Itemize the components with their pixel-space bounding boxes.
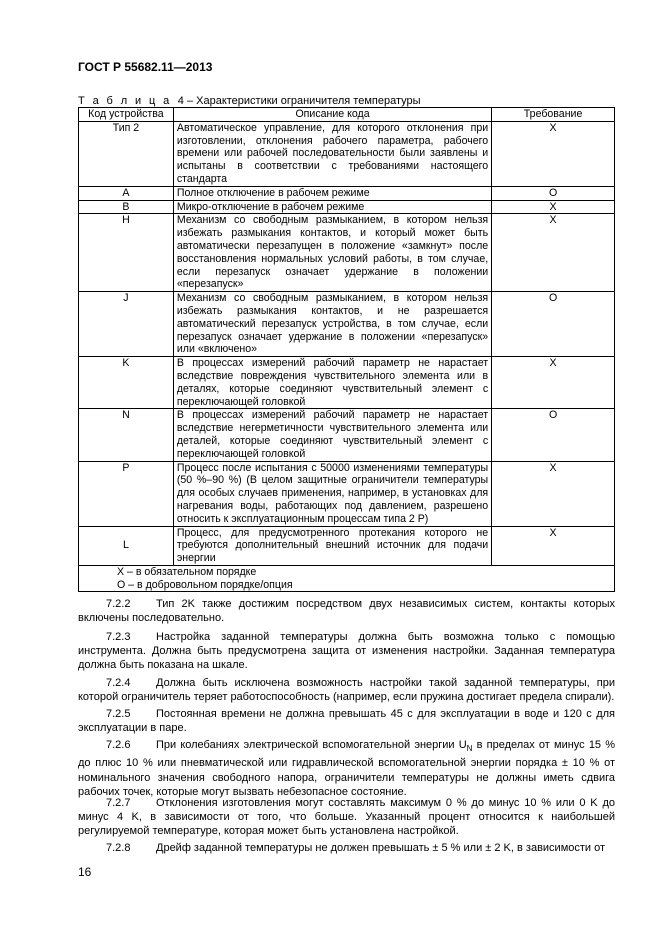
table-caption-text: 4 – Характеристики ограничителя температуры bbox=[177, 95, 421, 107]
paragraph-7-2-6 bbox=[78, 738, 615, 799]
paragraph-7-2-3 bbox=[78, 630, 615, 673]
table-row bbox=[79, 292, 615, 357]
requirement-cell: X bbox=[492, 526, 615, 565]
table-row bbox=[79, 357, 615, 409]
paragraph-number: 7.2.8 bbox=[106, 842, 131, 854]
table-row bbox=[79, 186, 615, 200]
paragraph-number: 7.2.7 bbox=[106, 797, 131, 809]
requirement-cell: X bbox=[492, 461, 615, 526]
paragraph-number: 7.2.5 bbox=[106, 708, 131, 720]
paragraph-text: Постоянная времени не должна превышать 45 с для эксплуатации в воде и 120 с для эксплуатации в паре. bbox=[78, 708, 615, 735]
code-cell: L bbox=[79, 526, 174, 565]
requirement-cell: O bbox=[492, 409, 615, 461]
paragraph-7-2-7 bbox=[78, 796, 615, 839]
code-cell: A bbox=[79, 186, 174, 200]
paragraph-7-2-8 bbox=[78, 841, 615, 855]
paragraph-text: Отклонения изготовления могут составлять максимум 0 % до минус 10 % или 0 K до минус 4 K, в зависимости от того, что больше. Указанный процент относится к наибольшей регулируемой температуре, которая может быть установлена настройкой. bbox=[78, 797, 615, 838]
description-cell: Процесс, для предусмотренного протекания которого не требуются дополнительный внешний источник для подачи энергии bbox=[173, 526, 491, 565]
code-cell: K bbox=[79, 357, 174, 409]
table-header-row bbox=[79, 108, 615, 122]
column-header: Требование bbox=[492, 108, 615, 122]
paragraph-text: Настройка заданной температуры должна быть возможна только с помощью инструмента. Должна быть предусмотрена защита от изменения настройки. Заданная температура должна быть показана на шкале. bbox=[78, 631, 615, 672]
paragraph-7-2-5 bbox=[78, 707, 615, 735]
paragraph-number: 7.2.4 bbox=[106, 677, 131, 689]
paragraph-7-2-4 bbox=[78, 676, 615, 704]
column-header: Код устройства bbox=[79, 108, 174, 122]
table-row bbox=[79, 461, 615, 526]
requirement-cell: X bbox=[492, 214, 615, 292]
document-header: ГОСТ Р 55682.11—2013 bbox=[78, 60, 213, 74]
characteristics-table bbox=[78, 107, 615, 592]
description-cell: Микро-отключение в рабочем режиме bbox=[173, 200, 491, 214]
requirement-cell: X bbox=[492, 357, 615, 409]
subscript: N bbox=[466, 744, 473, 754]
table-row bbox=[79, 214, 615, 292]
requirement-cell: O bbox=[492, 292, 615, 357]
code-cell: P bbox=[79, 461, 174, 526]
code-cell: Тип 2 bbox=[79, 121, 174, 186]
paragraph-number: 7.2.6 bbox=[106, 739, 131, 751]
table-row bbox=[79, 121, 615, 186]
paragraph-7-2-2 bbox=[78, 597, 615, 625]
description-cell: Механизм со свободным размыканием, в котором нельзя избежать размыкания контактов, и который может быть автоматически перезапущен в положение «замкнут» после восстановления нормальных условий работы, в том случае, если перезапуск означает удержание в положении «перезапуск» bbox=[173, 214, 491, 292]
paragraph-number: 7.2.2 bbox=[106, 598, 131, 610]
description-cell: В процессах измерений рабочий параметр не нарастает вследствие негерметичности чувствительного элемента или деталей, которые соединяют чувствительный элемент с переключающей головкой bbox=[173, 409, 491, 461]
description-cell: Процесс после испытания с 50000 изменениями температуры (50 %–90 %) (В целом защитные ограничители температуры для особых случаев применения, например, в установках для нагревания воды, работающих под давлением, разрешено относить к эксплуатационным процессам типа 2 P) bbox=[173, 461, 491, 526]
paragraph-text: Должна быть исключена возможность настройки такой заданной температуры, при которой ограничитель теряет работоспособность (например, если пружина достигает предела спирали). bbox=[78, 677, 615, 704]
table-legend bbox=[79, 565, 615, 592]
description-cell: Полное отключение в рабочем режиме bbox=[173, 186, 491, 200]
description-cell: В процессах измерений рабочий параметр не нарастает вследствие повреждения чувствительного элемента или в деталях, которые соединяют чувствительный элемент с переключающей головкой bbox=[173, 357, 491, 409]
paragraph-text: При колебаниях электрической вспомогательной энергии U bbox=[156, 739, 467, 751]
code-cell: H bbox=[79, 214, 174, 292]
code-cell: J bbox=[79, 292, 174, 357]
requirement-cell: X bbox=[492, 121, 615, 186]
description-cell: Автоматическое управление, для которого отклонения при изготовлении, отклонения рабочего параметра, рабочего времени или рабочей последовательности были заявлены и испытаны в соответствии с требованиями настоящего стандарта bbox=[173, 121, 491, 186]
legend-item: X – в обязательном порядке bbox=[117, 565, 257, 578]
legend-item: O – в добровольном порядке/опция bbox=[117, 578, 293, 591]
table-legend-row bbox=[79, 565, 615, 592]
table-row bbox=[79, 526, 615, 565]
paragraph-text: в пределах от минус 15 % до плюс 10 % или пневматической или гидравлической вспомогательной энергии порядка ± 10 % от номинального значения свободного напора, ограничители температуры не должны иметь сдвига рабочих точек, которые могут вызвать небезопасное состояние. bbox=[78, 739, 615, 798]
requirement-cell: O bbox=[492, 186, 615, 200]
requirement-cell: X bbox=[492, 200, 615, 214]
code-cell: B bbox=[79, 200, 174, 214]
table-row bbox=[79, 409, 615, 461]
paragraph-text: Тип 2K также достижим посредством двух независимых систем, контакты которых включены последовательно. bbox=[78, 598, 615, 625]
page-number: 16 bbox=[78, 865, 92, 879]
column-header: Описание кода bbox=[173, 108, 491, 122]
table-caption bbox=[78, 95, 421, 107]
code-cell: N bbox=[79, 409, 174, 461]
table-row bbox=[79, 200, 615, 214]
table-caption-label: Т а б л и ц а bbox=[78, 95, 172, 107]
paragraph-number: 7.2.3 bbox=[106, 631, 131, 643]
paragraph-text: Дрейф заданной температуры не должен превышать ± 5 % или ± 2 K, в зависимости от bbox=[156, 842, 606, 854]
description-cell: Механизм со свободным размыканием, в котором нельзя избежать размыкания контактов, и не разрешается автоматический перезапуск устройства, в том случае, если перезапуск означает удержание в положении «перезапуск» или «включено» bbox=[173, 292, 491, 357]
